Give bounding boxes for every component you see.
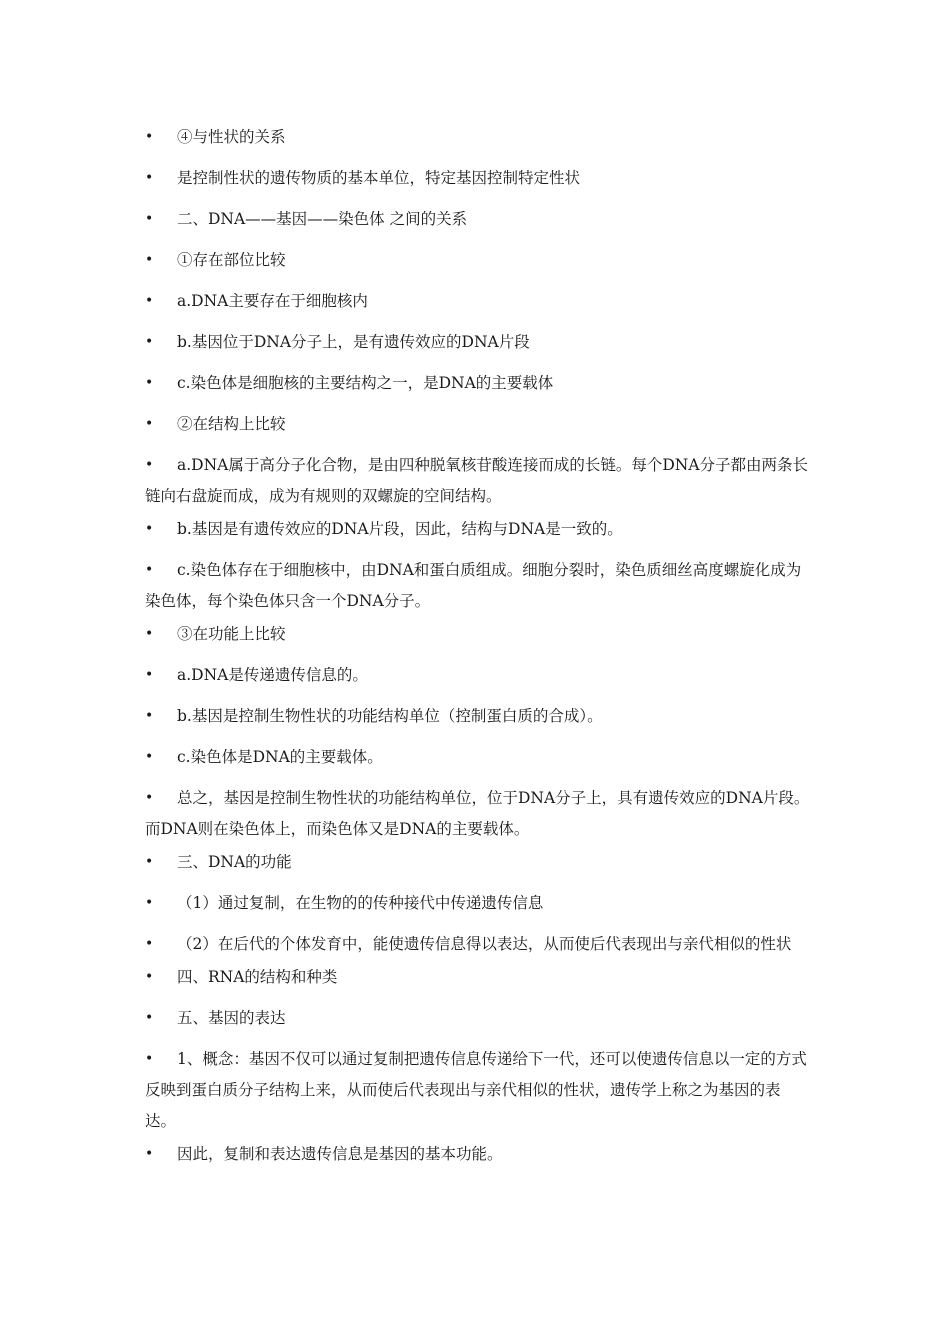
item-text: ①存在部位比较 bbox=[177, 251, 286, 269]
bullet-icon: • bbox=[145, 129, 154, 145]
bullet-icon: • bbox=[145, 293, 154, 309]
list-item bbox=[145, 619, 810, 650]
list-item bbox=[145, 514, 810, 545]
bullet-icon: • bbox=[145, 790, 154, 806]
bullet-icon: • bbox=[145, 170, 154, 186]
list-item bbox=[145, 1044, 810, 1137]
list-item bbox=[145, 660, 810, 691]
bullet-icon: • bbox=[145, 749, 154, 765]
item-text: c.染色体是细胞核的主要结构之一，是DNA的主要载体 bbox=[177, 374, 554, 392]
list-item bbox=[145, 555, 810, 617]
document-page bbox=[145, 122, 810, 1180]
item-text: 三、DNA的功能 bbox=[177, 853, 292, 871]
bullet-icon: • bbox=[145, 667, 154, 683]
list-item bbox=[145, 245, 810, 276]
bullet-icon: • bbox=[145, 708, 154, 724]
item-text: b.基因是有遗传效应的DNA片段，因此，结构与DNA是一致的。 bbox=[177, 520, 623, 538]
item-text: ④与性状的关系 bbox=[177, 128, 286, 146]
bullet-icon: • bbox=[145, 895, 154, 911]
bullet-icon: • bbox=[145, 457, 154, 473]
bullet-icon: • bbox=[145, 1051, 154, 1067]
item-text: 二、DNA——基因——染色体 之间的关系 bbox=[177, 210, 468, 228]
item-text: （1）通过复制，在生物的的传种接代中传递遗传信息 bbox=[177, 894, 544, 912]
list-item bbox=[145, 122, 810, 153]
item-text: c.染色体存在于细胞核中，由DNA和蛋白质组成。细胞分裂时，染色质细丝高度螺旋化成为染色体，每个染色体只含一个DNA分子。 bbox=[145, 561, 802, 610]
item-text: a.DNA主要存在于细胞核内 bbox=[177, 292, 368, 310]
item-text: 因此，复制和表达遗传信息是基因的基本功能。 bbox=[177, 1145, 503, 1163]
item-text: b.基因是控制生物性状的功能结构单位（控制蛋白质的合成）。 bbox=[177, 707, 603, 725]
list-item bbox=[145, 1003, 810, 1034]
item-text: 四、RNA的结构和种类 bbox=[177, 968, 338, 986]
bullet-icon: • bbox=[145, 1146, 154, 1162]
item-text: b.基因位于DNA分子上，是有遗传效应的DNA片段 bbox=[177, 333, 530, 351]
list-item bbox=[145, 368, 810, 399]
list-item bbox=[145, 409, 810, 440]
bullet-icon: • bbox=[145, 375, 154, 391]
list-item bbox=[145, 163, 810, 194]
bullet-icon: • bbox=[145, 416, 154, 432]
item-text: 五、基因的表达 bbox=[177, 1009, 286, 1027]
item-text: a.DNA属于高分子化合物，是由四种脱氧核苷酸连接而成的长链。每个DNA分子都由两条长链向右盘旋而成，成为有规则的双螺旋的空间结构。 bbox=[145, 456, 809, 505]
item-text: （2）在后代的个体发育中，能使遗传信息得以表达，从而使后代表现出与亲代相似的性状 bbox=[177, 935, 792, 953]
list-item bbox=[145, 742, 810, 773]
bullet-icon: • bbox=[145, 521, 154, 537]
item-text: ②在结构上比较 bbox=[177, 415, 286, 433]
bullet-icon: • bbox=[145, 211, 154, 227]
list-item bbox=[145, 327, 810, 358]
item-text: c.染色体是DNA的主要载体。 bbox=[177, 748, 383, 766]
bullet-icon: • bbox=[145, 969, 154, 985]
bullet-icon: • bbox=[145, 1010, 154, 1026]
list-item bbox=[145, 204, 810, 235]
list-item bbox=[145, 962, 810, 993]
bullet-icon: • bbox=[145, 626, 154, 642]
item-text: ③在功能上比较 bbox=[177, 625, 286, 643]
item-text: 1、概念：基因不仅可以通过复制把遗传信息传递给下一代，还可以使遗传信息以一定的方式反映到蛋白质分子结构上来，从而使后代表现出与亲代相似的性状，遗传学上称之为基因的表达。 bbox=[145, 1050, 807, 1130]
bullet-icon: • bbox=[145, 936, 154, 952]
list-item bbox=[145, 701, 810, 732]
list-item bbox=[145, 450, 810, 512]
list-item bbox=[145, 847, 810, 878]
bullet-icon: • bbox=[145, 334, 154, 350]
item-text: 总之，基因是控制生物性状的功能结构单位，位于DNA分子上，具有遗传效应的DNA片段。而DNA则在染色体上，而染色体又是DNA的主要载体。 bbox=[145, 789, 810, 838]
list-item bbox=[145, 1139, 810, 1170]
list-item bbox=[145, 929, 810, 960]
item-text: 是控制性状的遗传物质的基本单位，特定基因控制特定性状 bbox=[177, 169, 581, 187]
item-text: a.DNA是传递遗传信息的。 bbox=[177, 666, 368, 684]
list-item bbox=[145, 286, 810, 317]
bullet-icon: • bbox=[145, 854, 154, 870]
bullet-icon: • bbox=[145, 252, 154, 268]
list-item bbox=[145, 783, 810, 845]
list-item bbox=[145, 888, 810, 919]
bullet-icon: • bbox=[145, 562, 154, 578]
